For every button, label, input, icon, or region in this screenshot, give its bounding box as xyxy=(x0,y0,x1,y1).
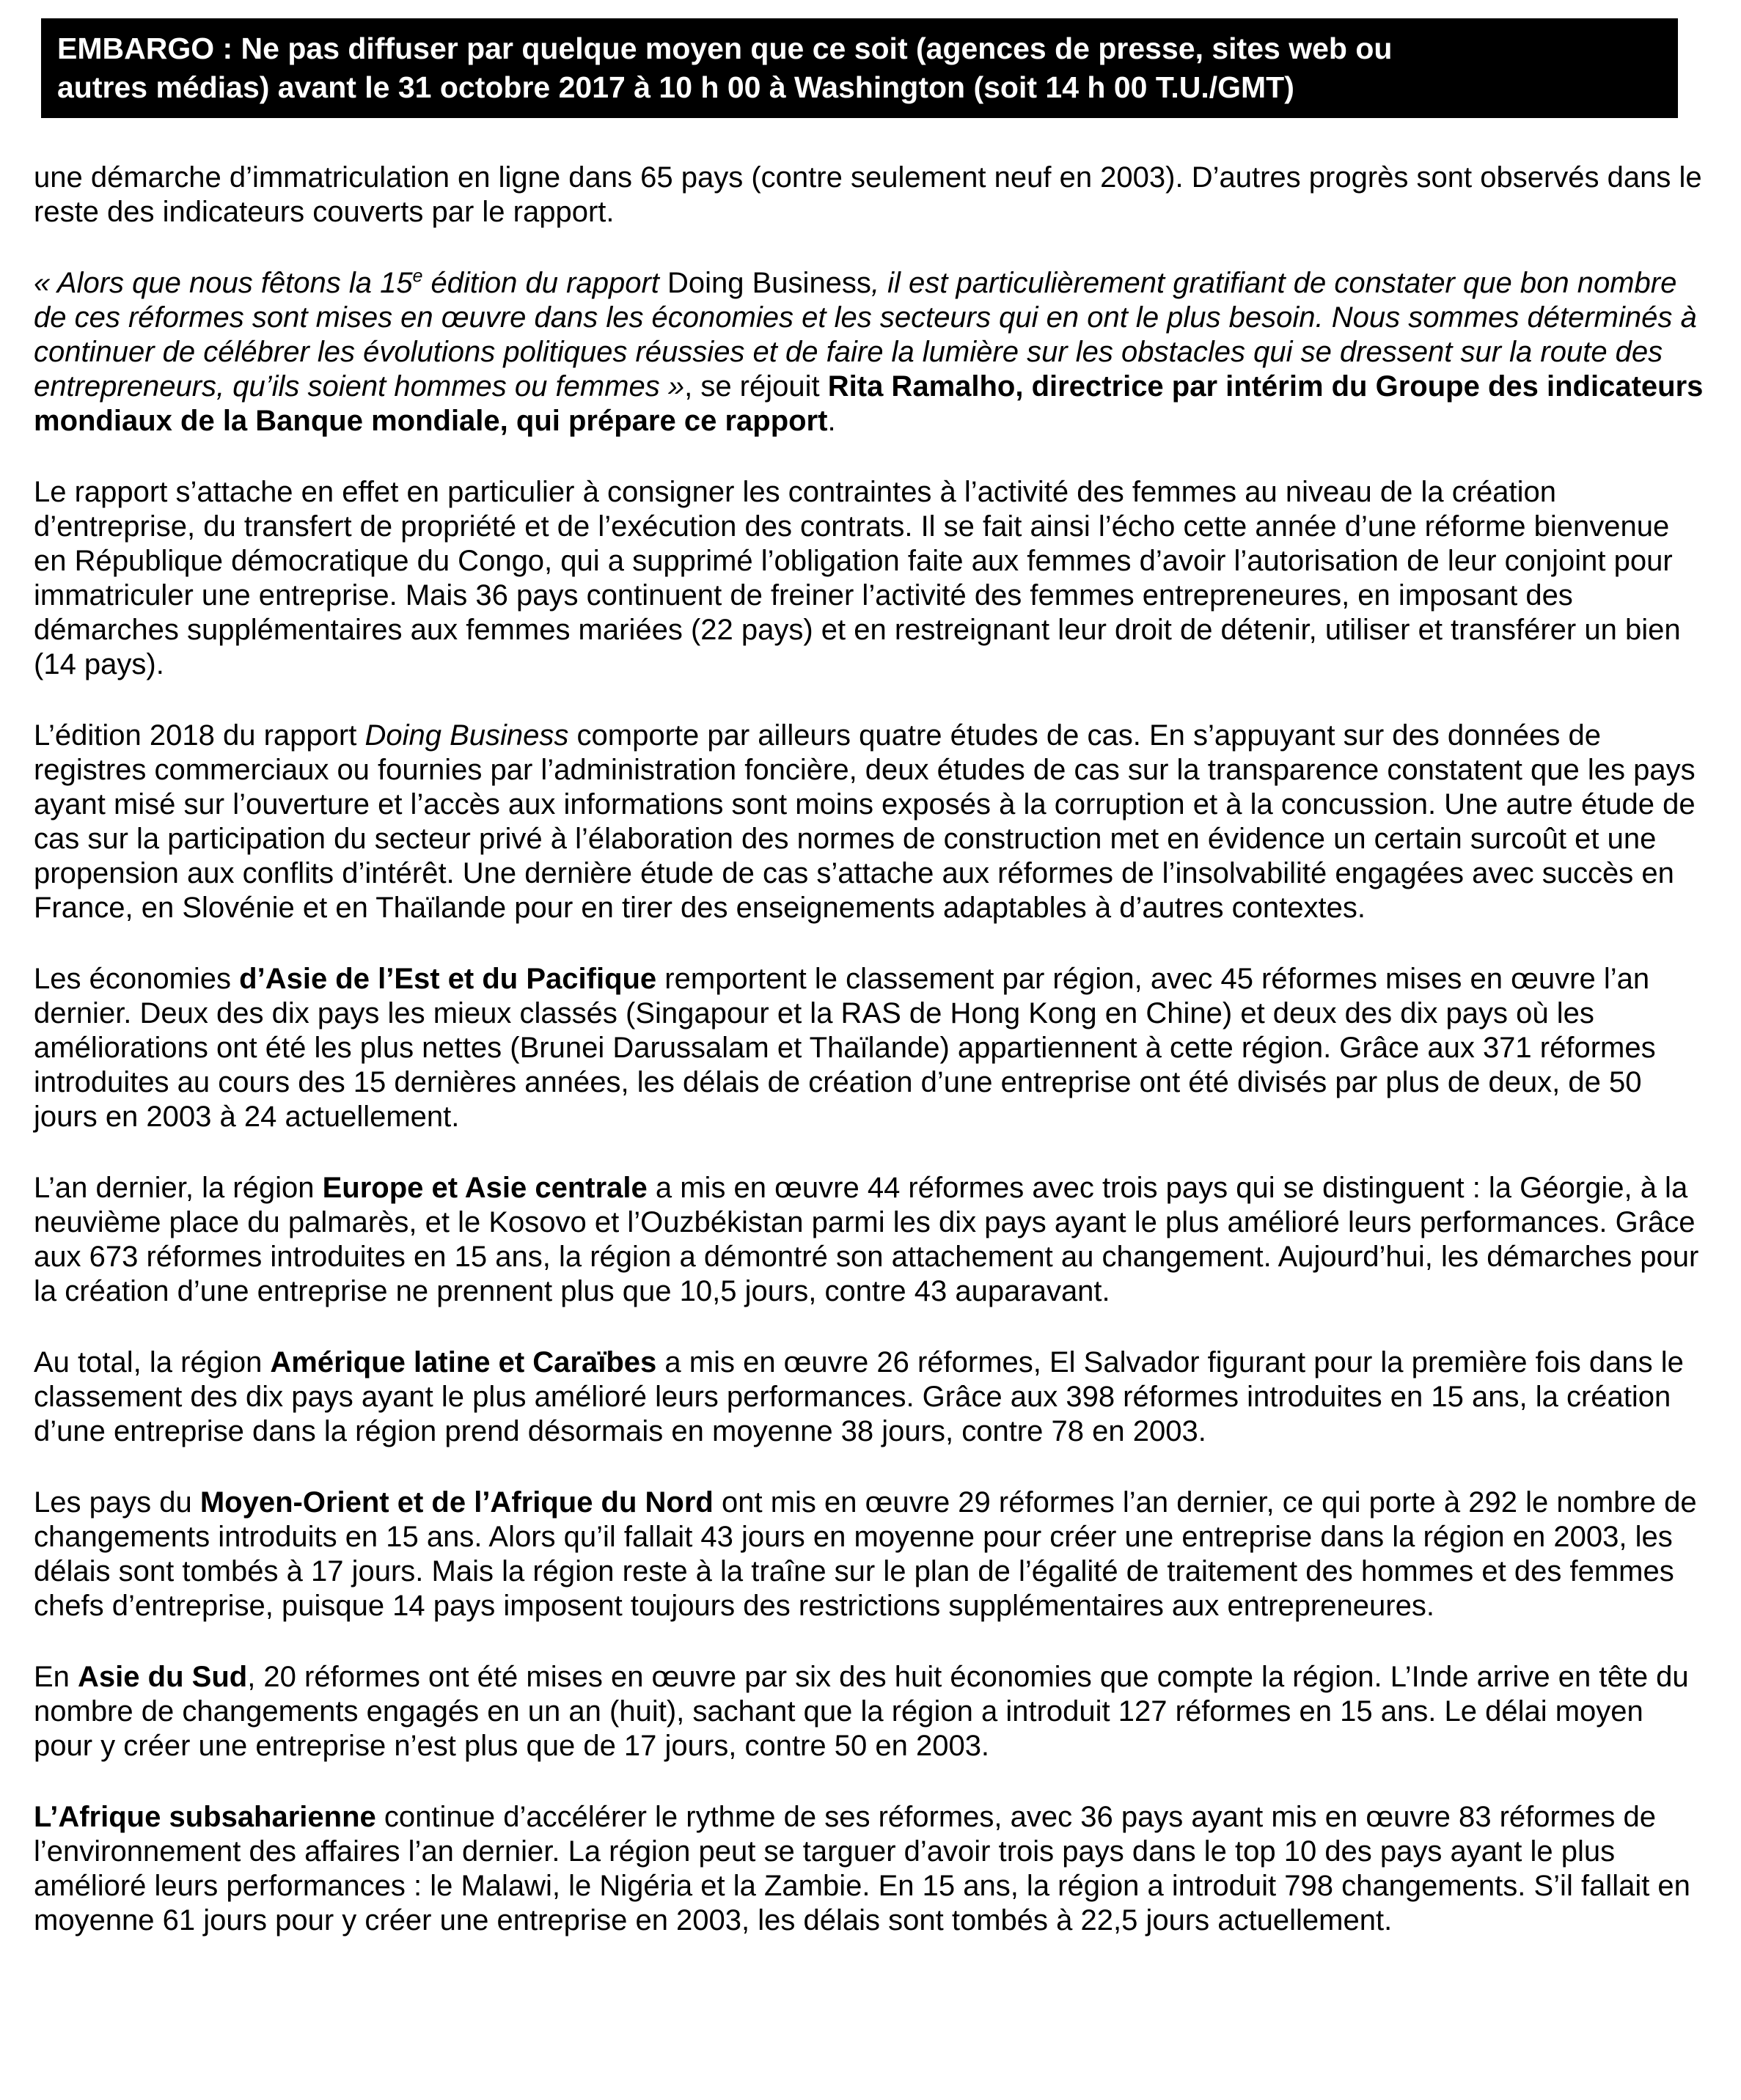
body-paragraph xyxy=(34,719,1704,925)
text-segment: Au total, la région xyxy=(34,1346,271,1378)
text-segment: a mis en œuvre 44 réformes avec trois pays qui se distinguent : la Géorgie, à la neuvième place du palmarès, et le Kosovo et l’Ouzbékistan parmi les dix pays ayant le plus amélioré leurs performances. Grâce aux 673 réformes introduites en 15 ans, la région a démontré son attachement au changement. Aujourd’hui, les démarches pour la création d’une entreprise ne prennent plus que 10,5 jours, contre 43 auparavant. xyxy=(34,1172,1699,1307)
text-segment: une démarche d’immatriculation en ligne dans 65 pays (contre seulement neuf en 2003). D’autres progrès sont observés dans le reste des indicateurs couverts par le rapport. xyxy=(34,161,1702,228)
body-paragraph-europe-central-asia xyxy=(34,1171,1704,1309)
text-segment: Doing Business xyxy=(667,267,871,299)
body-paragraph xyxy=(34,161,1704,230)
text-segment: Les pays du xyxy=(34,1486,200,1519)
text-segment: « Alors que nous fêtons la 15 xyxy=(34,267,413,299)
text-segment: En xyxy=(34,1661,78,1693)
body-paragraph xyxy=(34,475,1704,682)
embargo-banner-line: autres médias) avant le 31 octobre 2017 à 10 h 00 à Washington (soit 14 h 00 T.U./GMT) xyxy=(57,70,1294,104)
embargo-banner-line: EMBARGO : Ne pas diffuser par quelque moyen que ce soit (agences de presse, sites web ou xyxy=(57,32,1393,65)
embargo-banner xyxy=(41,18,1678,118)
body-paragraph-middle-east-north-africa xyxy=(34,1486,1704,1623)
text-segment: L’édition 2018 du rapport xyxy=(34,719,365,752)
text-segment: Doing Business xyxy=(364,719,569,752)
text-segment: Asie du Sud xyxy=(78,1661,248,1693)
body-paragraph-south-asia xyxy=(34,1660,1704,1763)
text-segment: Europe et Asie centrale xyxy=(322,1172,648,1204)
text-segment: . xyxy=(827,405,836,437)
text-segment: a mis en œuvre 26 réformes, El Salvador figurant pour la première fois dans le classement des dix pays ayant le plus amélioré leurs performances. Grâce aux 398 réformes introduites en 15 ans, la création d’une entreprise dans la région prend désormais en moyenne 38 jours, contre 78 en 2003. xyxy=(34,1346,1684,1447)
text-segment: e xyxy=(412,266,423,287)
text-segment: remportent le classement par région, avec 45 réformes mises en œuvre l’an dernier. Deux des dix pays les mieux classés (Singapour et la RAS de Hong Kong en Chine) et deux des dix pays où les améliorations ont été les plus nettes (Brunei Darussalam et Thaïlande) appartiennent à cette région. Grâce aux 371 réformes introduites au cours des 15 dernières années, les délais de création d’une entreprise ont été divisés par plus de deux, de 50 jours en 2003 à 24 actuellement. xyxy=(34,963,1656,1133)
text-segment: comporte par ailleurs quatre études de cas. En s’appuyant sur des données de registres commerciaux ou fournies par l’administration foncière, deux études de cas sur la transparence constatent que les pays ayant misé sur l’ouverture et l’accès aux informations sont moins exposés à la corruption et à la concussion. Une autre étude de cas sur la participation du secteur privé à l’élaboration des normes de construction met en évidence un certain surcoût et une propension aux conflits d’intérêt. Une dernière étude de cas s’attache aux réformes de l’insolvabilité engagées avec succès en France, en Slovénie et en Thaïlande pour en tirer des enseignements adaptables à d’autres contextes. xyxy=(34,719,1696,924)
text-segment: continue d’accélérer le rythme de ses réformes, avec 36 pays ayant mis en œuvre 83 réformes de l’environnement des affaires l’an dernier. La région peut se targuer d’avoir trois pays dans le top 10 des pays ayant le plus amélioré leurs performances : le Malawi, le Nigéria et la Zambie. En 15 ans, la région a introduit 798 changements. S’il fallait en moyenne 61 jours pour y créer une entreprise en 2003, les délais sont tombés à 22,5 jours actuellement. xyxy=(34,1801,1690,1936)
text-segment: ont mis en œuvre 29 réformes l’an dernier, ce qui porte à 292 le nombre de changements introduits en 15 ans. Alors qu’il fallait 43 jours en moyenne pour créer une entreprise dans la région en 2003, les délais sont tombés à 17 jours. Mais la région reste à la traîne sur le plan de l’égalité de traitement des hommes et des femmes chefs d’entreprise, puisque 14 pays imposent toujours des restrictions supplémentaires aux entrepreneures. xyxy=(34,1486,1697,1622)
text-segment: L’Afrique subsaharienne xyxy=(34,1801,376,1833)
body-paragraph-east-asia-pacific xyxy=(34,962,1704,1134)
text-segment: Les économies xyxy=(34,963,240,995)
text-segment: édition du rapport xyxy=(422,267,667,299)
text-segment: Rita Ramalho, directrice par intérim du Groupe des indicateurs mondiaux de la Banque mondiale, qui prépare ce rapport xyxy=(34,370,1704,437)
text-segment: L’an dernier, la région xyxy=(34,1172,323,1204)
text-segment: d’Asie de l’Est et du Pacifique xyxy=(239,963,657,995)
text-segment: , 20 réformes ont été mises en œuvre par six des huit économies que compte la région. L’Inde arrive en tête du nombre de changements engagés en un an (huit), sachant que la région a introduit 127 réformes en 15 ans. Le délai moyen pour y créer une entreprise n’est plus que de 17 jours, contre 50 en 2003. xyxy=(34,1661,1689,1762)
text-segment: Le rapport s’attache en effet en particulier à consigner les contraintes à l’activité des femmes au niveau de la création d’entreprise, du transfert de propriété et de l’exécution des contrats. Il se fait ainsi l’écho cette année d’une réforme bienvenue en République démocratique du Congo, qui a supprimé l’obligation faite aux femmes d’avoir l’autorisation de leur conjoint pour immatriculer une entreprise. Mais 36 pays continuent de freiner l’activité des femmes entrepreneures, en imposant des démarches supplémentaires aux femmes mariées (22 pays) et en restreignant leur droit de détenir, utiliser et transférer un bien (14 pays). xyxy=(34,476,1681,680)
body-paragraph-latin-america-caribbean xyxy=(34,1345,1704,1449)
body-paragraph-quote xyxy=(34,266,1704,438)
body-paragraph-sub-saharan-africa xyxy=(34,1800,1704,1938)
text-segment: , il est particulièrement gratifiant de constater que bon nombre de ces réformes sont mises en œuvre dans les économies et les secteurs qui en ont le plus besoin. Nous sommes déterminés à continuer de célébrer les évolutions politiques réussies et de faire la lumière sur les obstacles qui se dressent sur la route des entrepreneurs, qu’ils soient hommes ou femmes » xyxy=(34,267,1697,403)
text-segment: Moyen-Orient et de l’Afrique du Nord xyxy=(199,1486,714,1519)
text-segment: , se réjouit xyxy=(684,370,828,403)
text-segment: Amérique latine et Caraïbes xyxy=(270,1346,657,1378)
